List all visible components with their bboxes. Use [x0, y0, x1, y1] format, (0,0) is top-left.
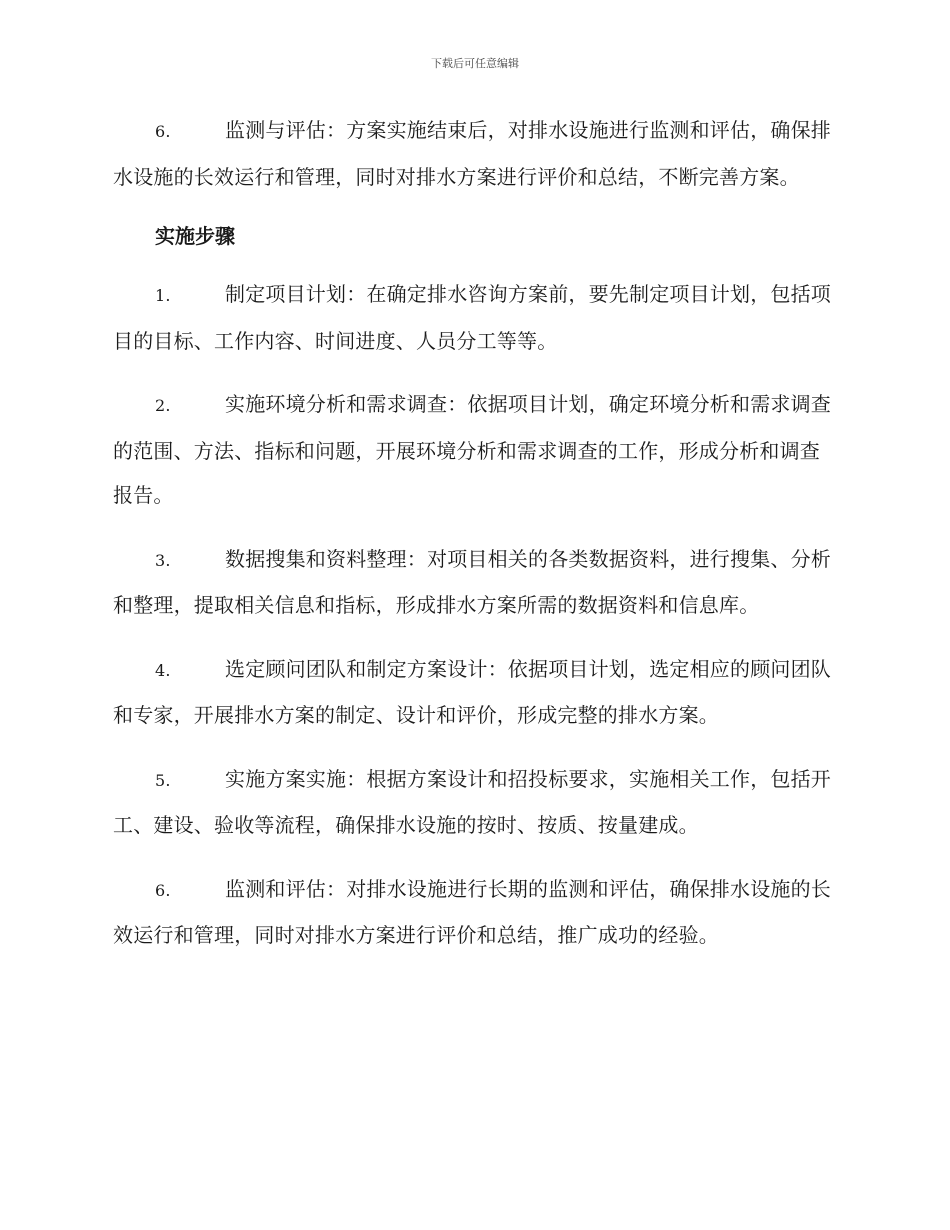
list-item-text: 监测和评估：对排水设施进行长期的监测和评估，确保排水设施的长效运行和管理，同时对排水方案进行评价和总结，推广成功的经验。 [113, 876, 831, 947]
list-item [113, 537, 835, 628]
list-item [113, 272, 835, 363]
list-item-number: 4. [155, 660, 171, 680]
list-item [113, 867, 835, 958]
list-item-text: 制定项目计划：在确定排水咨询方案前，要先制定项目计划，包括项目的目标、工作内容、时间进度、人员分工等等。 [113, 282, 831, 353]
section-heading: 实施步骤 [155, 224, 235, 248]
list-item-text: 监测与评估：方案实施结束后，对排水设施进行监测和评估，确保排水设施的长效运行和管理，同时对排水方案进行评价和总结，不断完善方案。 [113, 118, 831, 189]
document-body [113, 108, 835, 977]
list-item [113, 382, 835, 518]
list-item-text: 实施环境分析和需求调查：依据项目计划，确定环境分析和需求调查的范围、方法、指标和问题，开展环境分析和需求调查的工作，形成分析和调查报告。 [113, 392, 831, 507]
list-item [113, 757, 835, 848]
list-item-number: 1. [155, 286, 171, 305]
list-item-text: 实施方案实施：根据方案设计和招投标要求，实施相关工作，包括开工、建设、验收等流程，确保排水设施的按时、按质、按量建成。 [113, 766, 831, 837]
list-item-number: 6. [155, 122, 171, 141]
list-item-number: 2. [155, 396, 171, 415]
list-item-number: 6. [155, 880, 171, 900]
list-item-text: 选定顾问团队和制定方案设计：依据项目计划，选定相应的顾问团队和专家，开展排水方案的制定、设计和评价，形成完整的排水方案。 [113, 656, 831, 727]
list-item [113, 108, 835, 199]
header-note: 下载后可任意编辑 [431, 57, 519, 70]
list-item-number: 5. [155, 770, 171, 790]
list-item-number: 3. [155, 550, 171, 570]
list-item [113, 647, 835, 738]
list-item-text: 数据搜集和资料整理：对项目相关的各类数据资料，进行搜集、分析和整理，提取相关信息和指标，形成排水方案所需的数据资料和信息库。 [113, 546, 831, 617]
